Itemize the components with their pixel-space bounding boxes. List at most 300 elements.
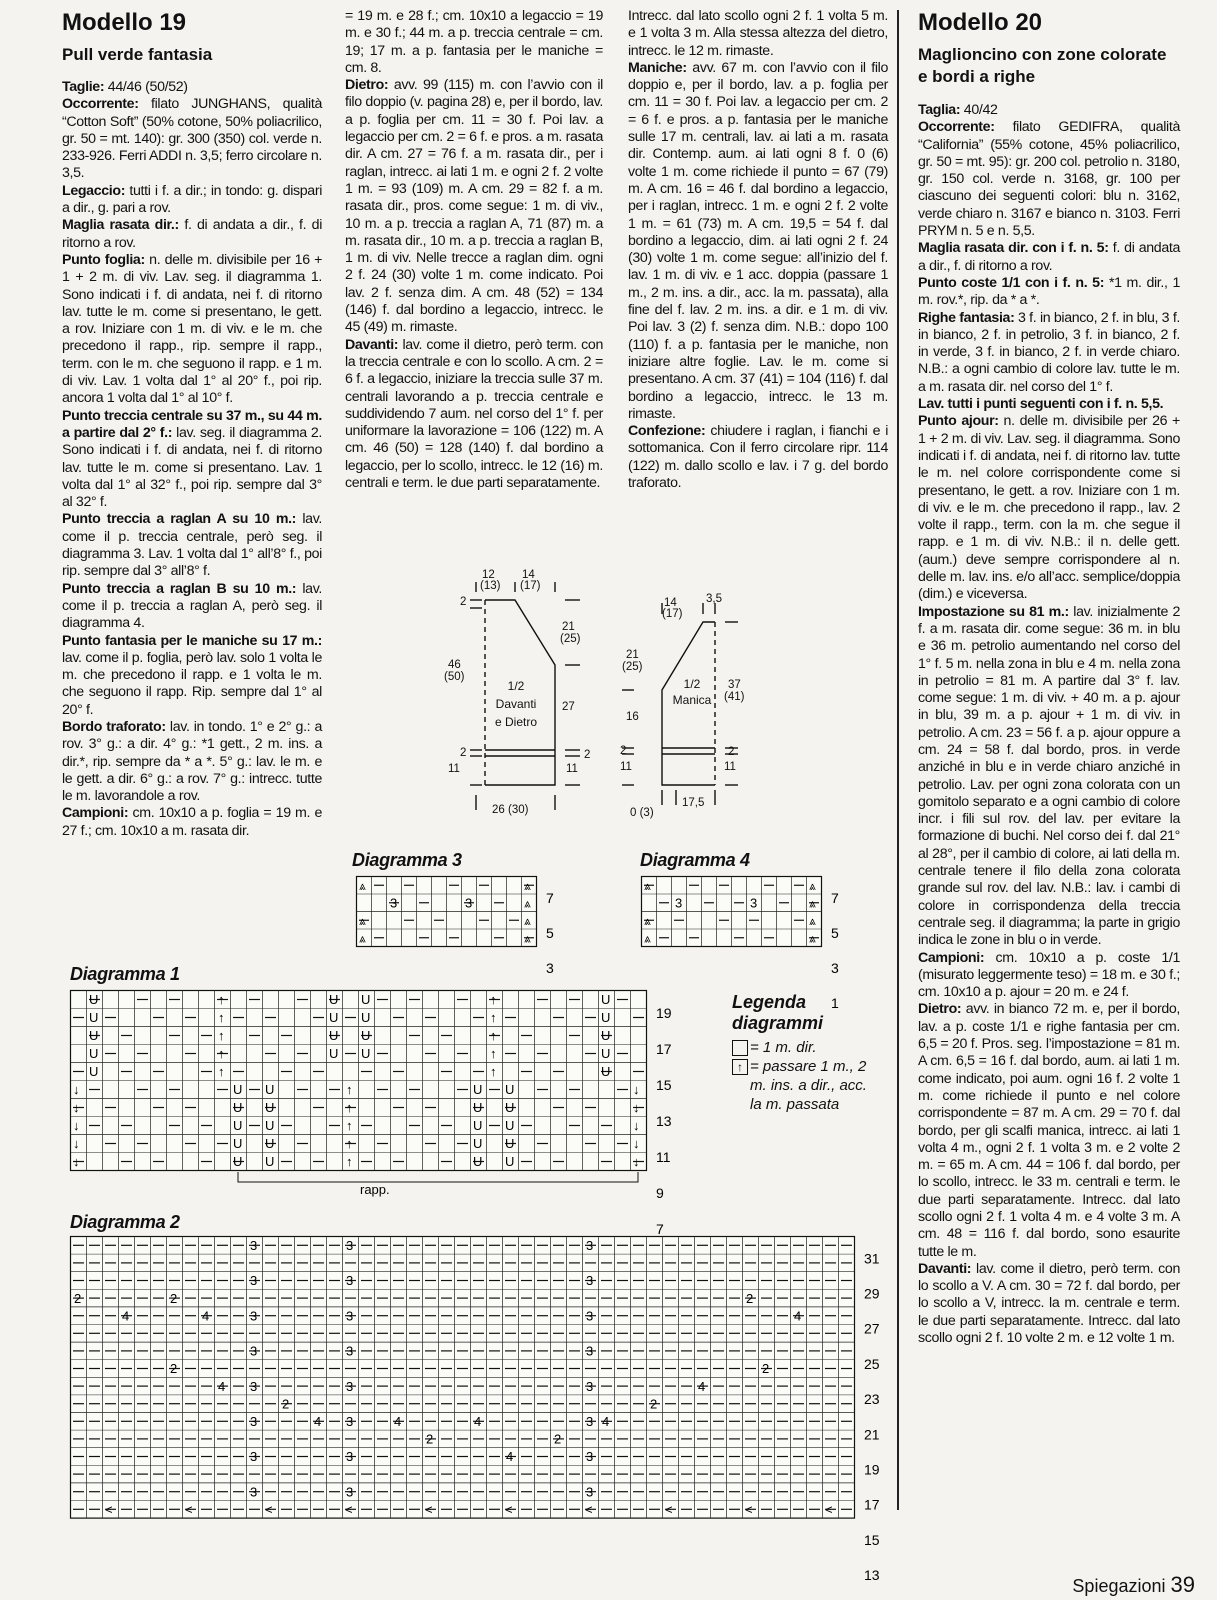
paragraph xyxy=(345,337,603,493)
cable-3: 3 xyxy=(250,1484,258,1500)
row-number: 5 xyxy=(546,925,554,942)
u-symbol: U xyxy=(265,1100,275,1115)
paragraph xyxy=(345,77,603,336)
row-number: 29 xyxy=(864,1285,880,1302)
cable-3: 3 xyxy=(465,895,473,911)
cable-number: 4 xyxy=(506,1449,514,1465)
paragraph-text: = 19 m. e 28 f.; cm. 10x10 a legaccio = 19 m. e 30 f.; 44 m. a p. treccia centrale = cm. 19; 17 m. a p. fantasia per le maniche = cm. 8. xyxy=(345,8,603,76)
arrow-down-symbol: ↓ xyxy=(633,1154,640,1169)
u-symbol: U xyxy=(89,1046,99,1061)
paragraph-heading: Taglie: xyxy=(62,79,105,95)
cable-3: 3 xyxy=(346,1414,354,1429)
u-symbol: U xyxy=(265,1118,275,1133)
arrow-up-symbol: ↑ xyxy=(346,1118,353,1133)
arrow-down-symbol: ↓ xyxy=(633,1100,640,1115)
u-symbol: U xyxy=(473,1082,483,1097)
sleeve-raglan: 21 xyxy=(626,649,639,661)
cable-number: 2 xyxy=(74,1290,82,1306)
u-symbol: U xyxy=(89,1064,99,1079)
u-symbol: U xyxy=(473,1154,483,1169)
paragraph xyxy=(918,275,1180,310)
cable-number: 4 xyxy=(394,1414,402,1429)
cable-number: 2 xyxy=(554,1431,562,1447)
empty-square-icon xyxy=(732,1040,748,1056)
body-raglan2: (25) xyxy=(560,633,581,645)
legend xyxy=(732,992,892,1114)
cable-3: 3 xyxy=(586,1343,594,1359)
paragraph-text: avv. 67 m. con l’avvio con il filo doppio e, per il bordo, lav. a p. foglia per cm. 11 = 30 f. Poi lav. a legaccio per cm. 2 = 6 f. e pros. a p. fantasia per le maniche sulle 17 m. centrali, lav. ai lati a m. rasata dir. Contemp. aum. ai lati ogni 8 f. 0 (6) volte 1 m. come richiede il punto = 67 (79) m. A cm. 16 = 46 f. dal bordino a legaccio, per i raglan, intrecc. 1 m. e ogni 2 f. 2 volte 1 m. = 61 (73) m. A cm. 19,5 = 54 f. dal bordino a legaccio, dim. ai lati ogni 2 f. 24 (30) volte 1 m. come segue: all’inizio del f. lav. 1 m. di viv. e 1 acc. doppia (passare 1 m., 2 m. ins. a dir., acc. la m. passata), alla fine del f. lav. 2 m. ins. a dir. e 1 m. di viv. Poi lav. 3 (2) f. senza dim. N.B.: dopo 100 (110) f. a p. fantasia per le maniche, non iniziare altre foglie. Lav. le m. come si presentano. A cm. 37 (41) = 104 (116) f. dal bordino a legaccio, intrecc. le 13 m. rimaste. xyxy=(628,59,888,422)
cable-3: 3 xyxy=(250,1343,258,1359)
cable-3: 3 xyxy=(250,1238,258,1253)
paragraph xyxy=(918,413,1180,603)
decrease-symbol: < xyxy=(265,1502,273,1517)
cable-3: 3 xyxy=(586,1414,594,1429)
paragraph-text: 44/46 (50/52) xyxy=(104,79,188,95)
u-symbol: U xyxy=(505,1118,515,1133)
cable-number: 2 xyxy=(426,1431,434,1447)
paragraph xyxy=(628,60,888,423)
sleeve-rib-b-right: 11 xyxy=(724,761,736,773)
decrease-symbol: ⩓ xyxy=(524,914,531,928)
cable-3: 3 xyxy=(250,1308,258,1324)
u-symbol: U xyxy=(361,1028,371,1043)
body-label-1: 1/2 xyxy=(507,679,525,693)
u-symbol: U xyxy=(89,1028,99,1043)
paragraph xyxy=(62,719,322,805)
m19-col2-text xyxy=(345,8,603,492)
paragraph-text: n. delle m. divisibile per 26 + 1 + 2 m. di viv. Lav. seg. il diagramma. Sono indicati i f. di andata, nei f. di ritorno lav. tutte le m. nel colore corrispondente come si presentano, le gett. a rov. Iniziare con 1 m. di viv. e le m. che precedono il rapp., lav. 2 volte il rapp., term. con la m. che segue il rapp. e 1 m. di viv. N.B.: il n. delle gett. (aum.) deve sempre corrispondere al n. delle m. lav. ins. e/o all’acc. semplice/doppia (dim.) e viceversa. xyxy=(918,413,1180,603)
u-symbol: U xyxy=(233,1136,243,1151)
row-number: 15 xyxy=(864,1531,880,1548)
paragraph-heading: Punto treccia a raglan A su 10 m.: xyxy=(62,511,297,528)
paragraph-heading: Dietro: xyxy=(918,1001,962,1018)
cable-3: 3 xyxy=(346,1484,354,1500)
paragraph xyxy=(918,1261,1180,1347)
sleeve-rib-a-left: 2 xyxy=(620,745,627,757)
arrow-up-symbol: ↑ xyxy=(490,992,497,1007)
legend-title-2: diagrammi xyxy=(732,1013,824,1033)
legend-item-2c: la m. passata xyxy=(750,1096,840,1113)
cable-3: 3 xyxy=(250,1273,258,1289)
arrow-up-symbol: ↑ xyxy=(218,1064,225,1079)
body-top-b: 14 xyxy=(522,569,535,581)
cable-number: 4 xyxy=(794,1308,802,1324)
sleeve-h-total: 37 xyxy=(728,679,741,691)
cable-3: 3 xyxy=(250,1414,258,1429)
m19-col3 xyxy=(628,8,888,492)
sleeve-bottom-a: 0 (3) xyxy=(630,807,654,819)
paragraph-heading: Lav. tutti i punti seguenti con i f. n. 5,5. xyxy=(918,396,1164,413)
paragraph xyxy=(628,423,888,492)
page-number: 39 xyxy=(1170,1572,1195,1597)
body-raglan: 21 xyxy=(562,621,575,633)
body-top-a2: (13) xyxy=(480,580,501,592)
paragraph xyxy=(918,396,1180,413)
arrow-up-symbol: ↑ xyxy=(218,992,225,1007)
paragraph xyxy=(918,950,1180,1002)
arrow-up-symbol: ↑ xyxy=(490,1010,497,1025)
paragraph-heading: Maglia rasata dir. con i f. n. 5: xyxy=(918,240,1109,257)
u-symbol: U xyxy=(505,1136,515,1151)
row-number: 19 xyxy=(656,1004,672,1021)
schema-body xyxy=(430,570,630,835)
row-number: 17 xyxy=(656,1040,672,1057)
paragraph-heading: Punto treccia centrale su 37 m., su 44 m. a partire dal 2° f.: xyxy=(62,407,322,441)
d1-title: Diagramma 1 xyxy=(70,964,180,984)
row-number: 7 xyxy=(831,890,839,907)
sleeve-bottom-b: 17,5 xyxy=(682,797,705,809)
sleeve-label-2: Manica xyxy=(672,693,712,707)
decrease-symbol: ⩓ xyxy=(359,931,366,946)
u-symbol: U xyxy=(601,1064,611,1079)
sleeve-side: 16 xyxy=(626,711,639,723)
paragraph-text: f. di andata a dir., f. di ritorno a rov. xyxy=(918,240,1180,274)
paragraph xyxy=(918,119,1180,240)
u-symbol: U xyxy=(233,1082,243,1097)
row-number: 3 xyxy=(831,960,839,977)
decrease-symbol: ⩓ xyxy=(809,896,816,911)
paragraph xyxy=(62,511,322,580)
cable-number: 4 xyxy=(602,1414,610,1429)
body-rib-a-right: 2 xyxy=(584,749,591,761)
decrease-symbol: ⩓ xyxy=(524,931,531,946)
schema-sleeve xyxy=(620,593,770,835)
cable-3: 3 xyxy=(346,1308,354,1324)
arrow-up-symbol: ↑ xyxy=(490,1046,497,1061)
sleeve-top-a: 14 xyxy=(664,597,677,609)
paragraph-heading: Righe fantasia: xyxy=(918,309,1015,326)
row-number: 7 xyxy=(546,890,554,907)
paragraph xyxy=(62,633,322,719)
u-symbol: U xyxy=(601,1010,611,1025)
row-number: 5 xyxy=(831,925,839,942)
u-symbol: U xyxy=(265,1136,275,1151)
row-number: 25 xyxy=(864,1355,880,1372)
legend-item-2b: m. ins. a dir., acc. xyxy=(750,1077,867,1094)
cable-number: 2 xyxy=(746,1290,754,1306)
decrease-symbol: < xyxy=(825,1502,833,1517)
arrow-up-symbol: ↑ xyxy=(490,1064,497,1079)
paragraph-text: lav. come il p. treccia a raglan A, però seg. il diagramma 4. xyxy=(62,580,322,632)
row-number: 3 xyxy=(546,960,554,977)
cable-3: 3 xyxy=(250,1378,258,1394)
cable-number: 2 xyxy=(170,1361,178,1377)
paragraph-text: lav. come il dietro, però term. con lo scollo a V. A cm. 30 = 72 f. dal bordo, per lo scollo a V, intrecc. la m. centrale e term. le due parti separatamente. Intrecc. dal lato scollo ogni 2 f. 10 volte 2 m. e 12 volte 1 m. xyxy=(918,1260,1180,1347)
double-decrease-icon: ↑ xyxy=(732,1059,748,1075)
body-rib-b-left: 11 xyxy=(448,763,460,775)
u-symbol: U xyxy=(329,1010,339,1025)
body-h-total2: (50) xyxy=(444,671,465,683)
arrow-down-symbol: ↓ xyxy=(73,1154,80,1169)
paragraph-text: lav. inizialmente 2 f. a m. rasata dir. come segue: 36 m. in blu e 36 m. petrolio aumentando nel corso del 1° f. 5 m. nella zona in blu e 4 m. nella zona in petrolio = 81 m. A partire dal 3° f. lav. come segue: 1 m. di viv. + 40 m. a p. ajour in blu, 39 m. a p. ajour + 1 m. di viv. in petrolio. A cm. 23 = 56 f. a p. ajour oppure a cm. 24 = 58 f. dal bordo, pros. in verde anziché in blu e in verde chiaro anziché in petrolio. Lav. per ogni zona colorata con un gomitolo separato e a ogni cambio di colore incr. i fili sul rov. del lav. per evitare la formazione di buchi. Nel corso dei f. dal 21° al 28°, per il cambio di colore, ai lati della m. centrale tenere il filo della zona colorata grande sul rov. del lav. N.B.: lav. i cambi di colore in corrispondenza della treccia centrale seg. il diagramma; la parte in grigio indica le zone in blu o in verde. xyxy=(918,603,1180,949)
u-symbol: U xyxy=(89,992,99,1007)
paragraph-text: 3 f. in bianco, 2 f. in blu, 3 f. in bianco, 2 f. in petrolio, 3 f. in bianco, 2 f. in verde, 3 f. in bianco, 2 f. in verde chiaro. N.B.: a ogni cambio di colore lav. tutte le m. a m. rasata dir. nel corso del 1° f. xyxy=(918,309,1181,395)
u-symbol: U xyxy=(329,992,339,1007)
paragraph xyxy=(918,604,1180,950)
paragraph-text: lav. seg. il diagramma 2. Sono indicati i f. di andata, nei f. di ritorno lav. tutte le m. come si presentano. Lav. 1 volta dal 1° al 32° f., poi rip. sempre dal 3° al 32° f. xyxy=(62,424,322,511)
paragraph-heading: Punto fantasia per le maniche su 17 m.: xyxy=(62,632,322,649)
row-number: 13 xyxy=(656,1112,672,1129)
decrease-symbol: < xyxy=(425,1502,433,1517)
row-number: 7 xyxy=(656,1220,664,1237)
paragraph-heading: Davanti: xyxy=(345,336,399,353)
body-side: 27 xyxy=(562,701,575,713)
row-number: 27 xyxy=(864,1320,880,1337)
cable-number: 2 xyxy=(650,1396,658,1412)
cable-3: 3 xyxy=(750,895,758,911)
cable-3: 3 xyxy=(346,1273,354,1289)
cable-number: 4 xyxy=(698,1378,706,1394)
decrease-symbol: ⩓ xyxy=(359,914,366,928)
cable-3: 3 xyxy=(346,1238,354,1253)
paragraph-text: lav. in tondo. 1° e 2° g.: a rov. 3° g.: a dir. 4° g.: *1 gett., 2 m. ins. a dir.*, rip. sempre da * a *. 5° g.: lav. le m. e le gett. a dir. 6° g.: a rov. 7° g.: intrecc. tutte le m. lavorandole a rov. xyxy=(62,718,322,805)
sleeve-label-1: 1/2 xyxy=(683,677,701,691)
u-symbol: U xyxy=(505,1154,515,1169)
m19-col1 xyxy=(62,8,322,840)
arrow-up-symbol: ↑ xyxy=(490,1028,497,1043)
u-symbol: U xyxy=(473,1118,483,1133)
paragraph-text: Intrecc. dal lato scollo ogni 2 f. 1 volta 5 m. e 1 volta 3 m. Alla stessa altezza del dietro, intrecc. le 12 m. rimaste. xyxy=(628,8,888,59)
decrease-symbol: ⩓ xyxy=(524,879,531,893)
cable-number: 2 xyxy=(762,1361,770,1377)
u-symbol: U xyxy=(233,1118,243,1133)
paragraph xyxy=(62,96,322,182)
paragraph xyxy=(62,217,322,252)
paragraph-heading: Bordo traforato: xyxy=(62,718,166,735)
paragraph-text: chiudere i raglan, i fianchi e i sottomanica. Con il ferro circolare ripr. 114 (122) m. dallo scollo e lav. i 7 g. del bordo traforato. xyxy=(628,423,888,492)
row-number: 19 xyxy=(864,1461,880,1478)
paragraph-text: cm. 10x10 a p. foglia = 19 m. e 27 f.; cm. 10x10 a m. rasata dir. xyxy=(62,805,322,839)
cable-3: 3 xyxy=(586,1484,594,1500)
cable-3: 3 xyxy=(346,1343,354,1359)
paragraph xyxy=(62,183,322,218)
m20-title: Modello 20 xyxy=(918,9,1043,36)
m19-subtitle: Pull verde fantasia xyxy=(62,45,213,64)
u-symbol: U xyxy=(233,1100,243,1115)
cable-3: 3 xyxy=(586,1308,594,1324)
cable-3: 3 xyxy=(346,1378,354,1394)
decrease-symbol: ⩓ xyxy=(644,914,651,928)
decrease-symbol: ⩓ xyxy=(359,879,366,893)
paragraph xyxy=(62,408,322,512)
cable-3: 3 xyxy=(390,895,398,911)
m19-col1-text xyxy=(62,79,322,840)
decrease-symbol: ⩓ xyxy=(809,879,816,893)
cable-number: 2 xyxy=(282,1396,290,1412)
sleeve-top-a2: (17) xyxy=(662,608,683,620)
u-symbol: U xyxy=(505,1100,515,1115)
cable-3: 3 xyxy=(675,895,683,911)
paragraph xyxy=(62,252,322,408)
decrease-symbol: < xyxy=(185,1502,193,1517)
arrow-up-symbol: ↑ xyxy=(218,1046,225,1061)
diagram-2-grid xyxy=(70,1236,910,1584)
cable-3: 3 xyxy=(586,1273,594,1289)
body-rib-b-right: 11 xyxy=(566,763,578,775)
paragraph-heading: Maniche: xyxy=(628,59,687,76)
arrow-down-symbol: ↓ xyxy=(73,1100,80,1115)
cable-3: 3 xyxy=(586,1238,594,1253)
paragraph-text: f. di andata a dir., f. di ritorno a rov. xyxy=(62,217,322,251)
d3-title: Diagramma 3 xyxy=(352,850,462,870)
decrease-symbol: < xyxy=(745,1502,753,1517)
cable-number: 4 xyxy=(122,1308,130,1324)
paragraph xyxy=(62,581,322,633)
cable-3: 3 xyxy=(346,1449,354,1465)
row-number: 17 xyxy=(864,1496,880,1513)
row-number: 9 xyxy=(656,1184,664,1201)
paragraph-heading: Punto foglia: xyxy=(62,251,145,268)
body-width: 26 (30) xyxy=(492,804,529,816)
decrease-symbol: ⩓ xyxy=(809,931,816,946)
diagram-3-grid xyxy=(356,876,571,977)
paragraph-heading: Confezione: xyxy=(628,423,706,440)
paragraph xyxy=(62,79,322,96)
body-rib-a-left: 2 xyxy=(460,747,467,759)
body-left-top: 2 xyxy=(460,596,467,608)
u-symbol: U xyxy=(265,1082,275,1097)
u-symbol: U xyxy=(361,1010,371,1025)
paragraph xyxy=(628,8,888,60)
paragraph xyxy=(345,8,603,77)
cable-3: 3 xyxy=(586,1378,594,1394)
paragraph-text: cm. 10x10 a p. coste 1/1 (misurato leggermente teso) = 18 m. e 30 f.; cm. 10x10 a p. ajour = 20 m. e 24 f. xyxy=(918,949,1180,1001)
paragraph-heading: Punto treccia a raglan B su 10 m.: xyxy=(62,580,297,597)
paragraph-text: filato GEDIFRA, qualità “California” (55% cotone, 45% poliacrilico, gr. 50 = mt. 95): gr. 200 col. petrolio n. 3180, gr. 150 col. verde n. 3168, gr. 100 per ciascuno dei seguenti colori: blu n. 3162, verde chiaro n. 3167 e bianco n. 3103. Ferri PRYM n. 5 e n. 5,5. xyxy=(918,119,1180,240)
paragraph-text: lav. come il p. foglia, però lav. solo 1 volta le m. che precedono il rapp. e 1 volta le m. che seguono il rapp. Rip. sempre dal 1° al 20° f. xyxy=(62,649,322,718)
paragraph xyxy=(918,102,1180,119)
u-symbol: U xyxy=(505,1082,515,1097)
paragraph-text: lav. come il p. treccia centrale, però seg. il diagramma 3. Lav. 1 volta dal 1° all’8° f., poi rip. sempre dal 3° all’8° f. xyxy=(62,511,322,580)
u-symbol: U xyxy=(601,1028,611,1043)
row-number: 11 xyxy=(656,1148,671,1165)
body-label-2: Davanti xyxy=(495,697,537,711)
arrow-up-symbol: ↑ xyxy=(218,1028,225,1043)
arrow-down-symbol: ↓ xyxy=(73,1136,80,1151)
decrease-symbol: < xyxy=(665,1502,673,1517)
arrow-up-symbol: ↑ xyxy=(346,1136,353,1151)
paragraph-heading: Punto coste 1/1 con i f. n. 5: xyxy=(918,274,1105,291)
paragraph-text: avv. in bianco 72 m. e, per il bordo, lav. a p. coste 1/1 e righe fantasia per cm. 6,5 = 20 f. Pros. seg. l’impostazione = 81 m. A cm. 6,5 = 16 f. dal bordo, aum. ai lati 1 m. come indicato, poi aum. ogni 16 f. 2 volte 1 m. come richiede il punto e nel colore corrispondente = 87 m. A cm. 29 = 70 f. dal bordo, per gli scalfi manica, intrecc. ai lati 1 volta 4 m., ogni 2 f. 1 volta 3 m. e 2 volte 2 m. = 65 m. A cm. 44 = 106 f. dal bordo, per lo scollo, intrecc. le 33 m. centrali e term. le due parti separatamente. Intrecc. dal lato scollo ogni 2 f. 1 volta 4 m. e 4 volte 3 m. A cm. 48 = 116 f. dal bordo, sono esaurite tutte le m. xyxy=(918,1001,1180,1260)
arrow-up-symbol: ↑ xyxy=(218,1010,225,1025)
sleeve-rib-a-right: 2 xyxy=(728,746,735,758)
paragraph xyxy=(62,805,322,840)
u-symbol: U xyxy=(361,1046,371,1061)
decrease-symbol: ⩓ xyxy=(644,879,651,893)
footer-section: Spiegazioni xyxy=(1072,1576,1166,1596)
arrow-down-symbol: ↓ xyxy=(633,1082,640,1097)
decrease-symbol: < xyxy=(505,1502,513,1517)
paragraph-heading: Davanti: xyxy=(918,1260,972,1277)
sleeve-h-total2: (41) xyxy=(724,691,745,703)
u-symbol: U xyxy=(329,1028,339,1043)
cable-number: 4 xyxy=(202,1308,210,1324)
body-top-a: 12 xyxy=(482,569,495,581)
cable-number: 4 xyxy=(474,1414,482,1429)
paragraph xyxy=(918,240,1180,275)
paragraph-text: n. delle m. divisibile per 16 + 1 + 2 m. di viv. Lav. seg. il diagramma 1. Sono indicati i f. di andata, nei f. di ritorno lav. tutte le m. come si presentano, le gett. a rov. Iniziare con 1 m. di viv. e le m. che precedono il rapp., rip. sempre il rapp., term. con le m. che seguono il rapp. e 1 m. di viv. Lav. 1 volta dal 1° al 20° f., poi rip. ancora 1 volta dal 1° al 10° f. xyxy=(62,251,322,407)
row-number: 31 xyxy=(864,1250,880,1267)
paragraph-text: *1 m. dir., 1 m. rov.*, rip. da * a *. xyxy=(918,274,1180,309)
arrow-up-symbol: ↑ xyxy=(346,1154,353,1169)
arrow-down-symbol: ↓ xyxy=(73,1118,80,1133)
arrow-down-symbol: ↓ xyxy=(633,1136,640,1151)
paragraph-text: 40/42 xyxy=(960,102,998,118)
body-label-3: e Dietro xyxy=(494,715,538,729)
decrease-symbol: < xyxy=(105,1502,113,1517)
u-symbol: U xyxy=(89,1010,99,1025)
cable-number: 4 xyxy=(218,1378,226,1394)
row-number: 21 xyxy=(864,1426,880,1443)
rapp-label: rapp. xyxy=(360,1182,390,1197)
u-symbol: U xyxy=(361,992,371,1007)
sleeve-raglan2: (25) xyxy=(622,661,643,673)
cable-number: 2 xyxy=(170,1290,178,1306)
cable-3: 3 xyxy=(586,1449,594,1465)
paragraph-heading: Legaccio: xyxy=(62,182,126,199)
paragraph-text: tutti i f. a dir.; in tondo: g. dispari a dir., g. pari a rov. xyxy=(62,182,322,217)
arrow-down-symbol: ↓ xyxy=(633,1118,640,1133)
paragraph-heading: Dietro: xyxy=(345,77,389,94)
m19-col2 xyxy=(345,8,603,492)
paragraph-text: filato JUNGHANS, qualità “Cotton Soft” (50% cotone, 50% poliacrilico, gr. 50 = mt. 140): gr. 300 (350) col. verde n. 233-926. Ferri ADDI n. 3,5; ferro circolare n. 3,5. xyxy=(62,96,322,182)
decrease-symbol: ⩓ xyxy=(809,914,816,928)
arrow-up-symbol: ↑ xyxy=(346,1082,353,1097)
cable-number: 4 xyxy=(314,1414,322,1429)
paragraph-heading: Occorrente: xyxy=(918,119,995,136)
m20-subtitle: Maglioncino con zone colorate e bordi a righe xyxy=(918,45,1167,86)
row-number: 13 xyxy=(864,1567,880,1584)
rapp-bracket xyxy=(238,1172,638,1182)
paragraph-heading: Punto ajour: xyxy=(918,413,999,430)
sleeve-rib-b-left: 11 xyxy=(620,761,632,773)
decrease-symbol: ⩓ xyxy=(524,896,531,911)
m19-title: Modello 19 xyxy=(62,9,187,36)
paragraph-heading: Impostazione su 81 m.: xyxy=(918,603,1069,620)
arrow-up-symbol: ↑ xyxy=(346,1100,353,1115)
paragraph-text: lav. come il dietro, però term. con la treccia centrale e con lo scollo. A cm. 2 = 6 f. a legaccio, iniziare la treccia sulle 37 m. centrali lavorando a p. treccia centrale e suddividendo 7 aum. nel corso del 1° f. per uniformare la lavorazione = 106 (122) m. A cm. 46 (50) = 128 (140) f. dal bordino a legaccio, per lo scollo, intrecc. le 12 (16) m. centrali e term. le due parti separatamente. xyxy=(345,336,603,492)
paragraph xyxy=(918,310,1180,396)
paragraph-heading: Maglia rasata dir.: xyxy=(62,217,179,234)
paragraph xyxy=(918,1001,1180,1260)
m20-col4 xyxy=(918,8,1180,1347)
arrow-down-symbol: ↓ xyxy=(73,1082,80,1097)
u-symbol: U xyxy=(601,992,611,1007)
sleeve-top-b: 3,5 xyxy=(706,593,722,605)
body-h-total: 46 xyxy=(448,659,461,671)
decrease-symbol: < xyxy=(585,1502,593,1517)
u-symbol: U xyxy=(329,1046,339,1061)
paragraph-heading: Occorrente: xyxy=(62,96,139,113)
row-number: 1 xyxy=(831,995,839,1012)
body-top-b2: (17) xyxy=(520,580,541,592)
m19-col3-text xyxy=(628,8,888,492)
legend-item-2: ↑ = passare 1 m., 2 xyxy=(732,1057,892,1076)
u-symbol: U xyxy=(473,1100,483,1115)
legend-item-1: = 1 m. dir. xyxy=(732,1038,892,1057)
row-number: 15 xyxy=(656,1076,672,1093)
u-symbol: U xyxy=(233,1154,243,1169)
u-symbol: U xyxy=(473,1136,483,1151)
paragraph-heading: Campioni: xyxy=(918,949,985,966)
d2-title: Diagramma 2 xyxy=(70,1212,180,1232)
m20-col4-text xyxy=(918,102,1180,1347)
d4-title: Diagramma 4 xyxy=(640,850,750,870)
legend-title-1: Legenda xyxy=(732,992,807,1012)
page-footer xyxy=(1072,1572,1195,1598)
cable-3: 3 xyxy=(250,1449,258,1465)
paragraph-text: avv. 99 (115) m. con l’avvio con il filo doppio (v. pagina 28) e, per il bordo, lav. a p. foglia per cm. 11 = 30 f. Poi lav. a legaccio per cm. 2 = 6 f. e pros. a m. rasata dir. A cm. 27 = 76 f. a m. rasata dir., per i raglan, intrecc. ai lati 1 m. e ogni 2 f. 2 volte 1 m. = 93 (109) m. A cm. 29 = 82 f. a m. rasata dir., pros. come segue: 1 m. di viv., 10 m. a p. treccia a raglan A, 71 (87) m. a m. rasata dir., 10 m. a p. treccia a raglan B, 1 m. di viv. Nelle trecce a raglan dim. ogni 2 f. 24 (30) volte 1 m. come indicato. Poi lav. 2 f. senza dim. A cm. 48 (52) = 134 (146) f. dal bordino a legaccio, intrecc. le 45 (49) m. rimaste. xyxy=(345,77,603,336)
